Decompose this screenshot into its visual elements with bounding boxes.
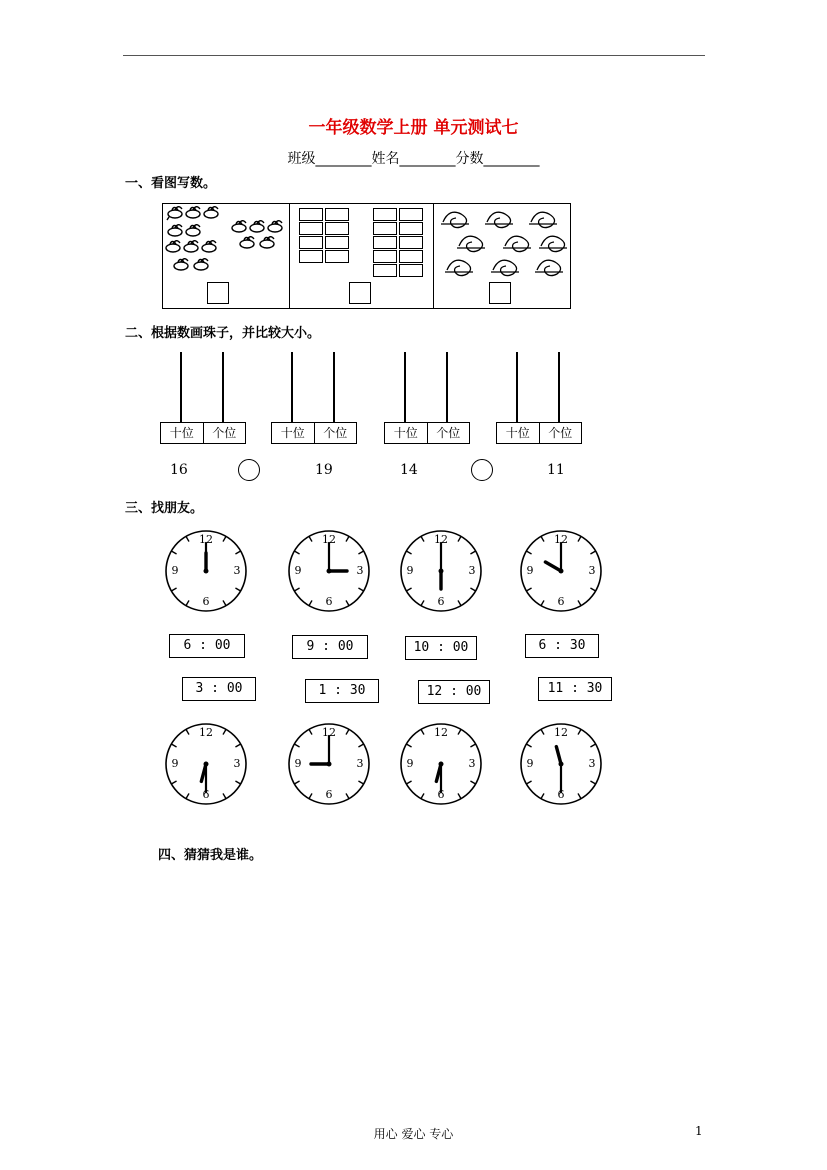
clock-numeral: 3: [233, 564, 241, 577]
clock-numeral: 12: [199, 726, 213, 739]
section-1-heading: 一、看图写数。: [125, 176, 217, 191]
clock-numeral: 3: [356, 564, 364, 577]
tens-rod[interactable]: [404, 352, 406, 422]
clock-numeral: 12: [434, 726, 448, 739]
time-card[interactable]: 11 : 30: [538, 677, 612, 701]
rect-shape: [325, 222, 349, 235]
clock-numeral: 3: [588, 564, 596, 577]
clock-numeral: 9: [406, 757, 414, 770]
clock-numeral: 9: [294, 564, 302, 577]
clock-numeral: 9: [171, 564, 179, 577]
clock-center: [204, 762, 209, 767]
clock-numeral: 12: [554, 533, 568, 546]
ones-label: 个位: [203, 423, 246, 443]
panel-divider: [289, 204, 290, 308]
answer-box[interactable]: [489, 282, 511, 304]
clock-numeral: 6: [557, 595, 565, 608]
clock-numeral: 9: [406, 564, 414, 577]
tens-label: 十位: [393, 426, 418, 440]
time-card[interactable]: 9 : 00: [292, 635, 368, 659]
time-card[interactable]: 12 : 00: [418, 680, 490, 704]
clock-numeral: 6: [202, 595, 210, 608]
header-rule: [123, 55, 705, 56]
rect-shape: [399, 208, 423, 221]
rect-shape: [299, 208, 323, 221]
ones-rod[interactable]: [558, 352, 560, 422]
rect-shape: [299, 250, 323, 263]
tens-rod[interactable]: [291, 352, 293, 422]
clock-face-2[interactable]: [284, 526, 374, 616]
place-value-base: [496, 422, 582, 444]
clock-face-7[interactable]: [396, 719, 486, 809]
clock-numeral: 9: [171, 757, 179, 770]
clock-numeral: 6: [202, 788, 210, 801]
ones-label: 个位: [539, 423, 582, 443]
clock-numeral: 6: [437, 788, 445, 801]
page-title: 一年级数学上册 单元测试七: [308, 118, 519, 138]
clock-numeral: 3: [468, 757, 476, 770]
clock-center: [559, 569, 564, 574]
picture-count-panel: [162, 203, 571, 309]
footer-slogan: 用心 爱心 专心: [373, 1127, 454, 1141]
student-info-line: 班级________姓名________分数________: [287, 151, 540, 167]
clock-face-1[interactable]: [161, 526, 251, 616]
clock-center: [439, 762, 444, 767]
place-value-base: [160, 422, 246, 444]
time-card[interactable]: 10 : 00: [405, 636, 477, 660]
rect-shape: [299, 236, 323, 249]
place-value-base: [384, 422, 470, 444]
rect-shape: [325, 236, 349, 249]
clock-numeral: 6: [557, 788, 565, 801]
section-2-heading: 二、根据数画珠子，并比较大小。: [125, 326, 321, 341]
clock-numeral: 9: [526, 564, 534, 577]
ones-label: 个位: [314, 423, 357, 443]
clock-center: [439, 569, 444, 574]
clock-numeral: 6: [325, 788, 333, 801]
clock-numeral: 9: [526, 757, 534, 770]
number-label: 16: [170, 462, 188, 478]
compare-circle[interactable]: [238, 459, 260, 481]
clock-center: [559, 762, 564, 767]
clock-numeral: 12: [554, 726, 568, 739]
time-card[interactable]: 6 : 00: [169, 634, 245, 658]
clock-numeral: 12: [434, 533, 448, 546]
time-card[interactable]: 3 : 00: [182, 677, 256, 701]
ones-label: 个位: [427, 423, 470, 443]
tens-rod[interactable]: [516, 352, 518, 422]
time-card[interactable]: 1 : 30: [305, 679, 379, 703]
tens-label: 十位: [280, 426, 305, 440]
ones-rod[interactable]: [222, 352, 224, 422]
clock-face-4[interactable]: [516, 526, 606, 616]
rect-shape: [299, 222, 323, 235]
rect-shape: [399, 250, 423, 263]
clock-center: [327, 569, 332, 574]
page-number: 1: [695, 1124, 703, 1138]
tens-label: 十位: [505, 426, 530, 440]
clock-numeral: 12: [322, 533, 336, 546]
clock-numeral: 12: [199, 533, 213, 546]
time-card[interactable]: 6 : 30: [525, 634, 599, 658]
clock-numeral: 3: [588, 757, 596, 770]
number-label: 11: [547, 462, 565, 478]
rect-shape: [373, 264, 397, 277]
tens-label: 十位: [169, 426, 194, 440]
rect-shape: [373, 222, 397, 235]
number-label: 19: [315, 462, 333, 478]
tens-rod[interactable]: [180, 352, 182, 422]
clock-numeral: 12: [322, 726, 336, 739]
answer-box[interactable]: [207, 282, 229, 304]
rect-shape: [399, 236, 423, 249]
clock-numeral: 6: [325, 595, 333, 608]
clock-numeral: 3: [468, 564, 476, 577]
place-value-base: [271, 422, 357, 444]
number-label: 14: [400, 462, 418, 478]
rect-shape: [373, 250, 397, 263]
answer-box[interactable]: [349, 282, 371, 304]
clock-face-8[interactable]: [516, 719, 606, 809]
section-4-heading: 四、猜猜我是谁。: [158, 848, 263, 863]
clock-numeral: 6: [437, 595, 445, 608]
rect-shape: [325, 250, 349, 263]
clock-face-6[interactable]: [284, 719, 374, 809]
clock-center: [204, 569, 209, 574]
rect-shape: [373, 208, 397, 221]
rect-shape: [399, 222, 423, 235]
clock-numeral: 9: [294, 757, 302, 770]
clock-center: [327, 762, 332, 767]
section-3-heading: 三、找朋友。: [125, 501, 204, 516]
rect-shape: [325, 208, 349, 221]
clock-face-3[interactable]: [396, 526, 486, 616]
clock-numeral: 3: [233, 757, 241, 770]
clock-face-5[interactable]: [161, 719, 251, 809]
clock-numeral: 3: [356, 757, 364, 770]
rect-shape: [373, 236, 397, 249]
shells-illustration: [433, 204, 570, 282]
ones-rod[interactable]: [446, 352, 448, 422]
bees-illustration: [163, 204, 289, 284]
rect-shape: [399, 264, 423, 277]
compare-circle[interactable]: [471, 459, 493, 481]
ones-rod[interactable]: [333, 352, 335, 422]
